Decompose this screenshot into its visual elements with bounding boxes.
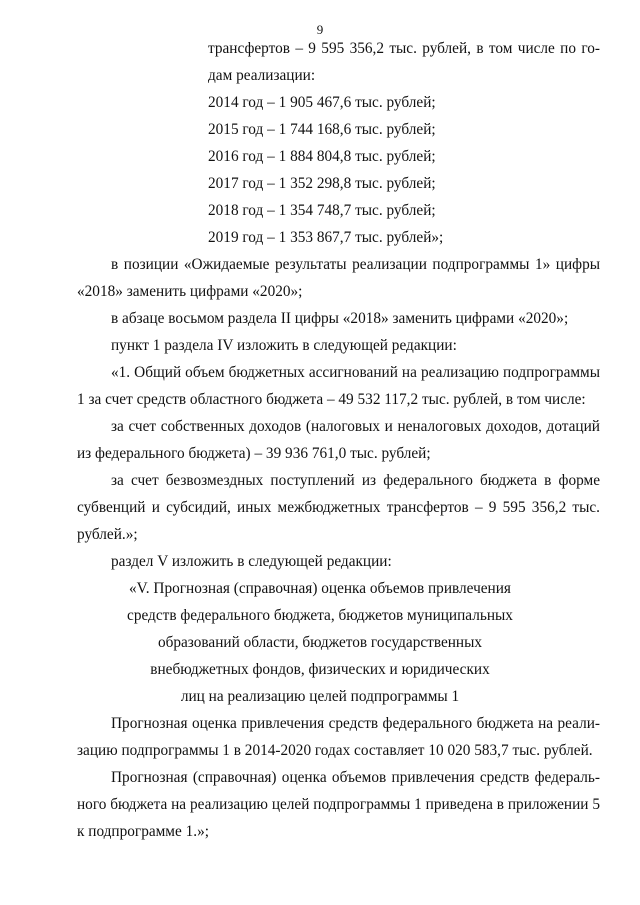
year-2017-line: 2017 год – 1 352 298,8 тыс. рублей; xyxy=(208,175,436,192)
paragraph-appendix-l1: Прогнозная (справочная) оценка объемов привлечения средств федераль- xyxy=(111,769,600,786)
section-heading-l3: образований области, бюджетов государственных xyxy=(157,634,483,651)
paragraph-grants-l2: субвенций и субсидий, иных межбюджетных трансфертов – 9 595 356,2 тыс. xyxy=(77,499,600,516)
paragraph-expected-results-l2: «2018» заменить цифрами «2020»; xyxy=(77,283,303,300)
paragraph-appendix-l3: к подпрограмме 1.»; xyxy=(77,823,209,840)
paragraph-total-volume-l1: «1. Общий объем бюджетных ассигнований на реализацию подпрограммы xyxy=(111,364,600,381)
section-heading-l1: «V. Прогнозная (справочная) оценка объемов привлечения xyxy=(129,580,511,597)
text-line-years-intro: дам реализации: xyxy=(208,67,316,84)
paragraph-section-2: в абзаце восьмом раздела II цифры «2018» заменить цифрами «2020»; xyxy=(111,310,569,327)
paragraph-section-5: раздел V изложить в следующей редакции: xyxy=(111,553,392,570)
year-2019-line: 2019 год – 1 353 867,7 тыс. рублей»; xyxy=(208,229,444,246)
paragraph-forecast-l1: Прогнозная оценка привлечения средств федерального бюджета на реали- xyxy=(111,715,600,732)
section-heading-l2: средств федерального бюджета, бюджетов муниципальных xyxy=(127,607,513,624)
section-heading-l4: внебюджетных фондов, физических и юридических xyxy=(150,661,490,678)
paragraph-total-volume-l2: 1 за счет средств областного бюджета – 49 532 117,2 тыс. рублей, в том числе: xyxy=(77,391,586,408)
year-2015-line: 2015 год – 1 744 168,6 тыс. рублей; xyxy=(208,121,436,138)
paragraph-grants-l3: рублей.»; xyxy=(77,526,138,543)
paragraph-own-revenue-l1: за счет собственных доходов (налоговых и неналоговых доходов, дотаций xyxy=(111,418,600,435)
paragraph-expected-results-l1: в позиции «Ожидаемые результаты реализации подпрограммы 1» цифры xyxy=(111,256,600,273)
year-2014-line: 2014 год – 1 905 467,6 тыс. рублей; xyxy=(208,94,436,111)
year-2016-line: 2016 год – 1 884 804,8 тыс. рублей; xyxy=(208,148,436,165)
text-line-transfers: трансфертов – 9 595 356,2 тыс. рублей, в том числе по го- xyxy=(208,40,600,57)
paragraph-grants-l1: за счет безвозмездных поступлений из федерального бюджета в форме xyxy=(111,472,600,489)
paragraph-section-4: пункт 1 раздела IV изложить в следующей редакции: xyxy=(111,337,457,354)
page-number: 9 xyxy=(316,22,324,37)
section-heading-l5: лиц на реализацию целей подпрограммы 1 xyxy=(180,688,460,705)
year-2018-line: 2018 год – 1 354 748,7 тыс. рублей; xyxy=(208,202,436,219)
paragraph-forecast-l2: зацию подпрограммы 1 в 2014-2020 годах составляет 10 020 583,7 тыс. рублей. xyxy=(77,742,593,759)
paragraph-appendix-l2: ного бюджета на реализацию целей подпрограммы 1 приведена в приложении 5 xyxy=(77,796,600,813)
paragraph-own-revenue-l2: из федерального бюджета) – 39 936 761,0 тыс. рублей; xyxy=(77,445,431,462)
